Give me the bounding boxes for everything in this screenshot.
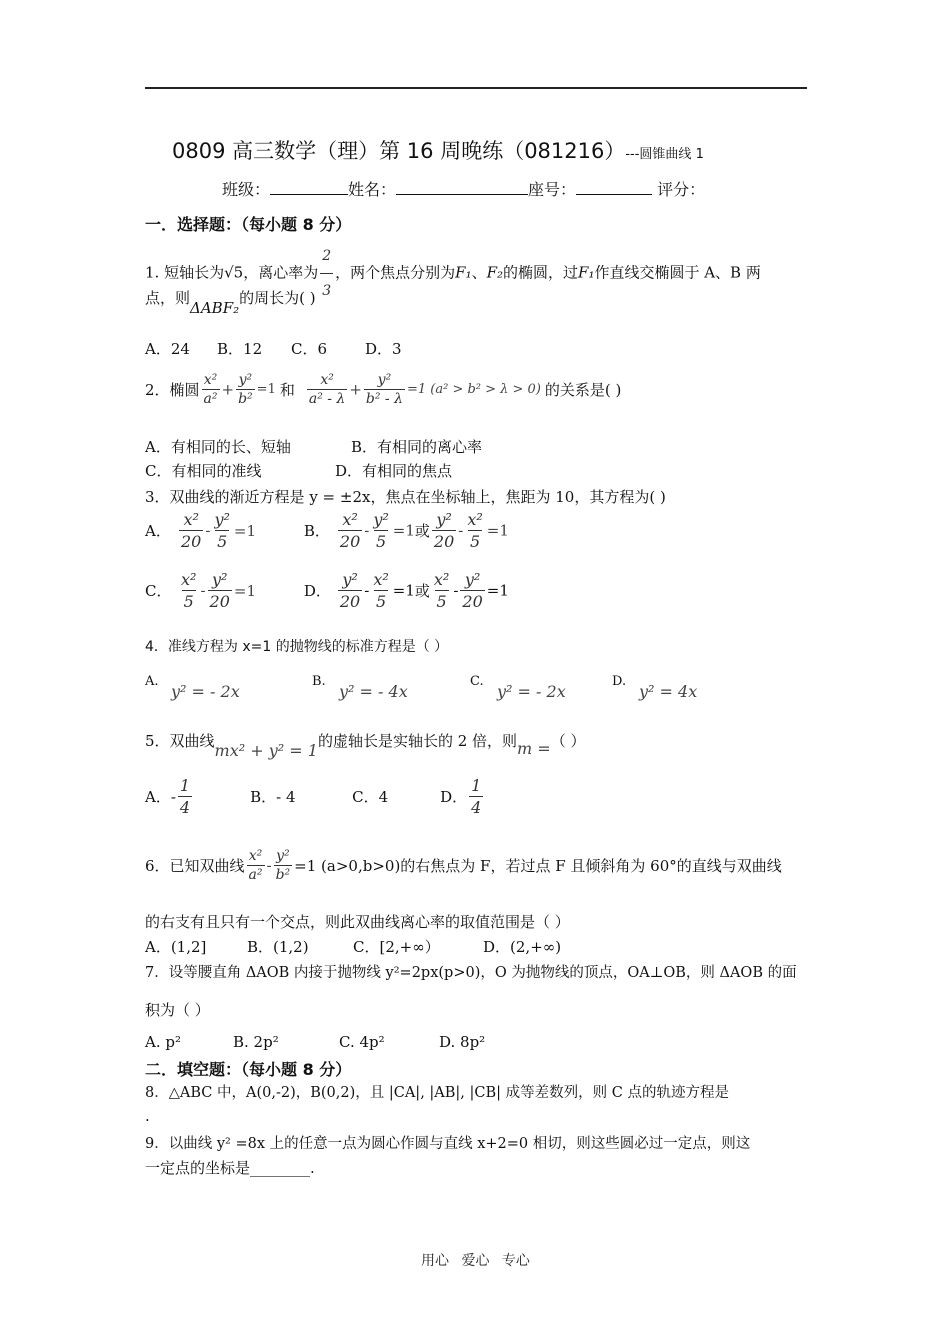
q6-line-2: 的右支有且只有一个交点，则此双曲线离心率的取值范围是（ ） — [145, 913, 570, 931]
q5-option-c[interactable]: C．4 — [352, 788, 389, 806]
q4-option-a[interactable]: y² = - 2x — [171, 682, 240, 701]
q3-d-eq2: =1 — [486, 581, 509, 600]
q3-d-frac4 — [460, 570, 484, 611]
q2-and: 和 — [279, 381, 295, 399]
q3-d-frac1 — [338, 570, 362, 611]
q3-b-5b: 5 — [469, 532, 481, 551]
q4-option-c[interactable]: y² = - 2x — [497, 682, 566, 701]
q2-g-x2: x² — [320, 372, 334, 388]
q1-fraction — [320, 240, 333, 307]
section-fill-title: 二．填空题：（每小题 8 分） — [145, 1060, 352, 1079]
q3-b-y2: y² — [373, 510, 389, 529]
q6-text-a: 6．已知双曲线 — [145, 857, 245, 875]
question-8-line-2: . — [145, 1107, 150, 1125]
q6-text-b: =1 (a>0,b>0)的右焦点为 F，若过点 F 且倾斜角为 60°的直线与双曲线 — [294, 857, 782, 875]
q1-option-d[interactable]: D．3 — [365, 340, 402, 358]
q7-option-c[interactable]: C. 4p² — [339, 1033, 385, 1051]
q2-g-den2: b² - λ — [365, 391, 403, 407]
q3-b-x2: x² — [342, 510, 358, 529]
q5-equation: mx² + y² = 1 — [214, 741, 318, 760]
q1-text-d: 的椭圆，过 — [503, 263, 579, 282]
q1-text-c: ，两个焦点分别为 — [335, 263, 456, 282]
q1-f1: F₁ — [455, 263, 472, 282]
q1-frac-num: 2 — [322, 248, 332, 264]
q3-b-minus2: - — [458, 521, 464, 540]
q4-label-d[interactable]: D. — [612, 674, 627, 689]
q6-b2: b² — [275, 867, 291, 883]
q3-a-x2: x² — [183, 510, 199, 529]
q2-option-b[interactable]: B．有相同的离心率 — [351, 438, 483, 456]
q3-d-x2b: x² — [433, 570, 450, 589]
class-label: 班级： — [222, 180, 271, 199]
q7-options — [145, 1033, 485, 1051]
seat-label: 座号： — [528, 180, 577, 199]
q3-b-20: 20 — [339, 532, 361, 551]
q3-b-y2b: y² — [436, 510, 452, 529]
q6-x2: x² — [248, 848, 263, 864]
q3-options-row2 — [145, 570, 509, 611]
q3-b-minus: - — [364, 521, 370, 540]
q2-f-y2: y² — [238, 372, 253, 388]
q1-line2-b: 的周长为( ) — [239, 289, 316, 307]
q3-b-5: 5 — [375, 532, 387, 551]
q2-g-den1: a² - λ — [308, 391, 346, 407]
q2-plus-1: + — [221, 380, 235, 399]
q5-option-d[interactable]: D． — [440, 788, 468, 806]
q1-sep: 、 — [471, 263, 487, 282]
q2-f-b2: b² — [238, 391, 253, 407]
q5-text-b: 的虚轴长是实轴长的 2 倍，则 — [317, 732, 518, 750]
q4-label-a[interactable]: A. — [145, 674, 159, 689]
q3-c-x2: x² — [181, 570, 197, 589]
q3-d-frac2 — [371, 570, 390, 611]
q3-b-frac2 — [371, 510, 390, 551]
q6-option-a[interactable]: A．(1,2] — [145, 938, 207, 956]
q3-label-b[interactable]: B． — [303, 522, 330, 540]
q6-y2: y² — [276, 848, 290, 864]
name-label: 姓名： — [348, 180, 397, 199]
q6-minus: - — [266, 856, 272, 875]
question-7-line-1: 7．设等腰直角 ΔAOB 内接于抛物线 y²=2px(p>0)，O 为抛物线的顶点，OA⊥OB，则 ΔAOB 的面 — [145, 965, 797, 981]
q6-option-b[interactable]: B．(1,2) — [247, 938, 309, 956]
q3-d-20b: 20 — [462, 592, 483, 611]
q6-option-c[interactable]: C．[2,+∞） — [353, 938, 440, 956]
question-4: 4．准线方程为 x=1 的抛物线的标准方程是（ ） — [145, 639, 449, 655]
q3-b-eq: =1 — [392, 521, 415, 540]
q3-d-5: 5 — [375, 592, 387, 611]
question-1-line-2 — [145, 287, 316, 317]
q3-label-c[interactable]: C． — [145, 582, 172, 600]
q4-options — [145, 674, 825, 710]
q6-option-d[interactable]: D．(2,+∞) — [483, 938, 562, 956]
q3-a-20: 20 — [181, 532, 202, 551]
q3-d-y2b: y² — [464, 570, 481, 589]
q3-b-frac4 — [465, 510, 484, 551]
q3-c-20: 20 — [209, 592, 230, 611]
q3-d-frac3 — [432, 570, 451, 611]
q4-label-b[interactable]: B. — [312, 674, 326, 689]
top-rule — [145, 87, 807, 89]
q1-text-b: ，离心率为 — [243, 263, 319, 282]
q3-d-eq: =1 — [392, 581, 415, 600]
question-9-line-2: 一定点的坐标是________. — [145, 1159, 315, 1177]
seat-blank[interactable] — [576, 180, 652, 195]
q3-a-minus: - — [205, 521, 211, 540]
q2-text-b: 的关系是( ) — [544, 381, 622, 399]
q1-text-e: 作直线交椭圆于 A、B 两 — [594, 263, 761, 282]
q3-c-minus: - — [200, 581, 206, 600]
q2-eq1: =1 — [256, 382, 276, 397]
q5-d-num: 1 — [471, 776, 482, 795]
q7-option-b[interactable]: B. 2p² — [233, 1033, 279, 1051]
q5-d-den: 4 — [471, 798, 482, 817]
q7-option-a[interactable]: A. p² — [145, 1033, 181, 1051]
q5-d-frac — [469, 776, 483, 817]
q2-options-row1 — [145, 436, 482, 457]
q5-a-den: 4 — [179, 798, 191, 817]
q3-c-frac1 — [179, 570, 198, 611]
question-7-line-2: 积为（ ） — [145, 1001, 210, 1019]
q3-options-row1 — [145, 510, 509, 551]
q2-frac-4 — [364, 372, 405, 407]
q1-triangle: ΔABF₂ — [190, 299, 240, 317]
q1-option-c[interactable]: C．6 — [291, 340, 328, 358]
q3-d-20: 20 — [339, 592, 361, 611]
q3-b-20b: 20 — [433, 532, 455, 551]
q6-options — [145, 936, 561, 957]
name-blank[interactable] — [396, 180, 528, 195]
q3-c-eq: =1 — [233, 581, 256, 600]
q6-frac-2 — [274, 848, 293, 883]
q1-f2: F₂ — [486, 263, 504, 282]
q5-text-a: 5．双曲线 — [145, 732, 215, 750]
q1-sqrt5: √5 — [224, 263, 244, 282]
section-choice-title: 一．选择题：（每小题 8 分） — [145, 215, 352, 234]
class-blank[interactable] — [270, 180, 348, 195]
q5-a-num: 1 — [179, 776, 191, 795]
q3-b-x2b: x² — [467, 510, 483, 529]
q2-plus-2: + — [349, 380, 362, 399]
q4-option-b[interactable]: y² = - 4x — [339, 682, 408, 701]
q3-a-5: 5 — [217, 532, 228, 551]
question-2 — [145, 372, 621, 407]
q2-f-x2: x² — [203, 372, 218, 388]
q1-line2-a: 点，则 — [145, 289, 191, 307]
q3-c-y2: y² — [211, 570, 228, 589]
q5-option-a[interactable]: A．- — [145, 788, 176, 806]
q3-label-a[interactable]: A． — [145, 522, 171, 540]
q2-frac-3 — [307, 372, 347, 407]
q6-frac-1 — [247, 848, 265, 883]
q1-option-a[interactable]: A．24 — [145, 340, 190, 358]
q2-g-y2: y² — [377, 372, 392, 388]
q3-a-eq: =1 — [233, 521, 257, 540]
question-5 — [145, 730, 586, 760]
q2-frac-1 — [202, 372, 220, 407]
q2-condition: =1 (a² > b² > λ > 0) — [406, 382, 541, 397]
page-footer: 用心 爱心 专心 — [421, 1253, 530, 1269]
q1-frac-den: 3 — [320, 273, 333, 307]
q5-paren: （ ） — [550, 732, 586, 750]
question-8-line-1: 8．△ABC 中，A(0,-2)，B(0,2)，且 |CA|, |AB|, |CB| 成等差数列，则 C 点的轨迹方程是 — [145, 1085, 729, 1101]
q2-option-d[interactable]: D．有相同的焦点 — [335, 462, 453, 480]
page-title — [172, 135, 704, 165]
score-label: 评分： — [657, 180, 706, 199]
q3-b-eq2: =1 — [486, 521, 509, 540]
q5-m: m = — [517, 739, 551, 758]
q3-label-d[interactable]: D． — [303, 582, 331, 600]
q3-b-frac1 — [338, 510, 362, 551]
q3-a-frac1 — [179, 510, 203, 551]
q1-text-a: 1. 短轴长为 — [145, 263, 225, 282]
q3-d-or: 或 — [414, 582, 430, 600]
q5-options — [145, 776, 485, 817]
title-subtitle: ---圆锥曲线 1 — [625, 147, 704, 162]
q2-frac-2 — [236, 372, 255, 407]
q6-a2: a² — [248, 867, 263, 883]
question-9-line-1: 9．以曲线 y² =8x 上的任意一点为圆心作圆与直线 x+2=0 相切，则这些圆必过一定点，则这 — [145, 1136, 751, 1152]
q7-option-d[interactable]: D. 8p² — [439, 1033, 486, 1051]
q2-options-row2 — [145, 460, 452, 481]
q4-option-d[interactable]: y² = 4x — [639, 682, 698, 701]
q3-c-5: 5 — [183, 592, 194, 611]
q2-option-c[interactable]: C．有相同的准线 — [145, 462, 262, 480]
q3-d-x2: x² — [373, 570, 389, 589]
q1-options — [145, 338, 402, 359]
q4-label-c[interactable]: C. — [470, 674, 484, 689]
q3-d-5b: 5 — [436, 592, 447, 611]
question-3: 3．双曲线的渐近方程是 y = ±2x，焦点在坐标轴上，焦距为 10，其方程为( ) — [145, 488, 666, 506]
q2-f-a2: a² — [203, 391, 218, 407]
q2-option-a[interactable]: A．有相同的长、短轴 — [145, 438, 291, 456]
q3-b-frac3 — [432, 510, 456, 551]
question-6 — [145, 848, 782, 883]
q3-d-y2: y² — [342, 570, 358, 589]
student-info-line — [222, 177, 705, 200]
q3-d-minus: - — [364, 581, 370, 600]
q2-text-a: 2．椭圆 — [145, 381, 200, 399]
q3-d-minus2: - — [453, 581, 459, 600]
q5-a-frac — [178, 776, 192, 817]
q3-a-frac2 — [212, 510, 231, 551]
q5-option-b[interactable]: B．- 4 — [250, 788, 296, 806]
q1-option-b[interactable]: B．12 — [217, 340, 263, 358]
q3-a-y2: y² — [214, 510, 230, 529]
title-text: 0809 高三数学（理）第 16 周晚练（081216） — [172, 139, 626, 163]
q1-f1b: F₁ — [578, 263, 595, 282]
q3-b-or: 或 — [414, 522, 430, 540]
q3-c-frac2 — [208, 570, 232, 611]
